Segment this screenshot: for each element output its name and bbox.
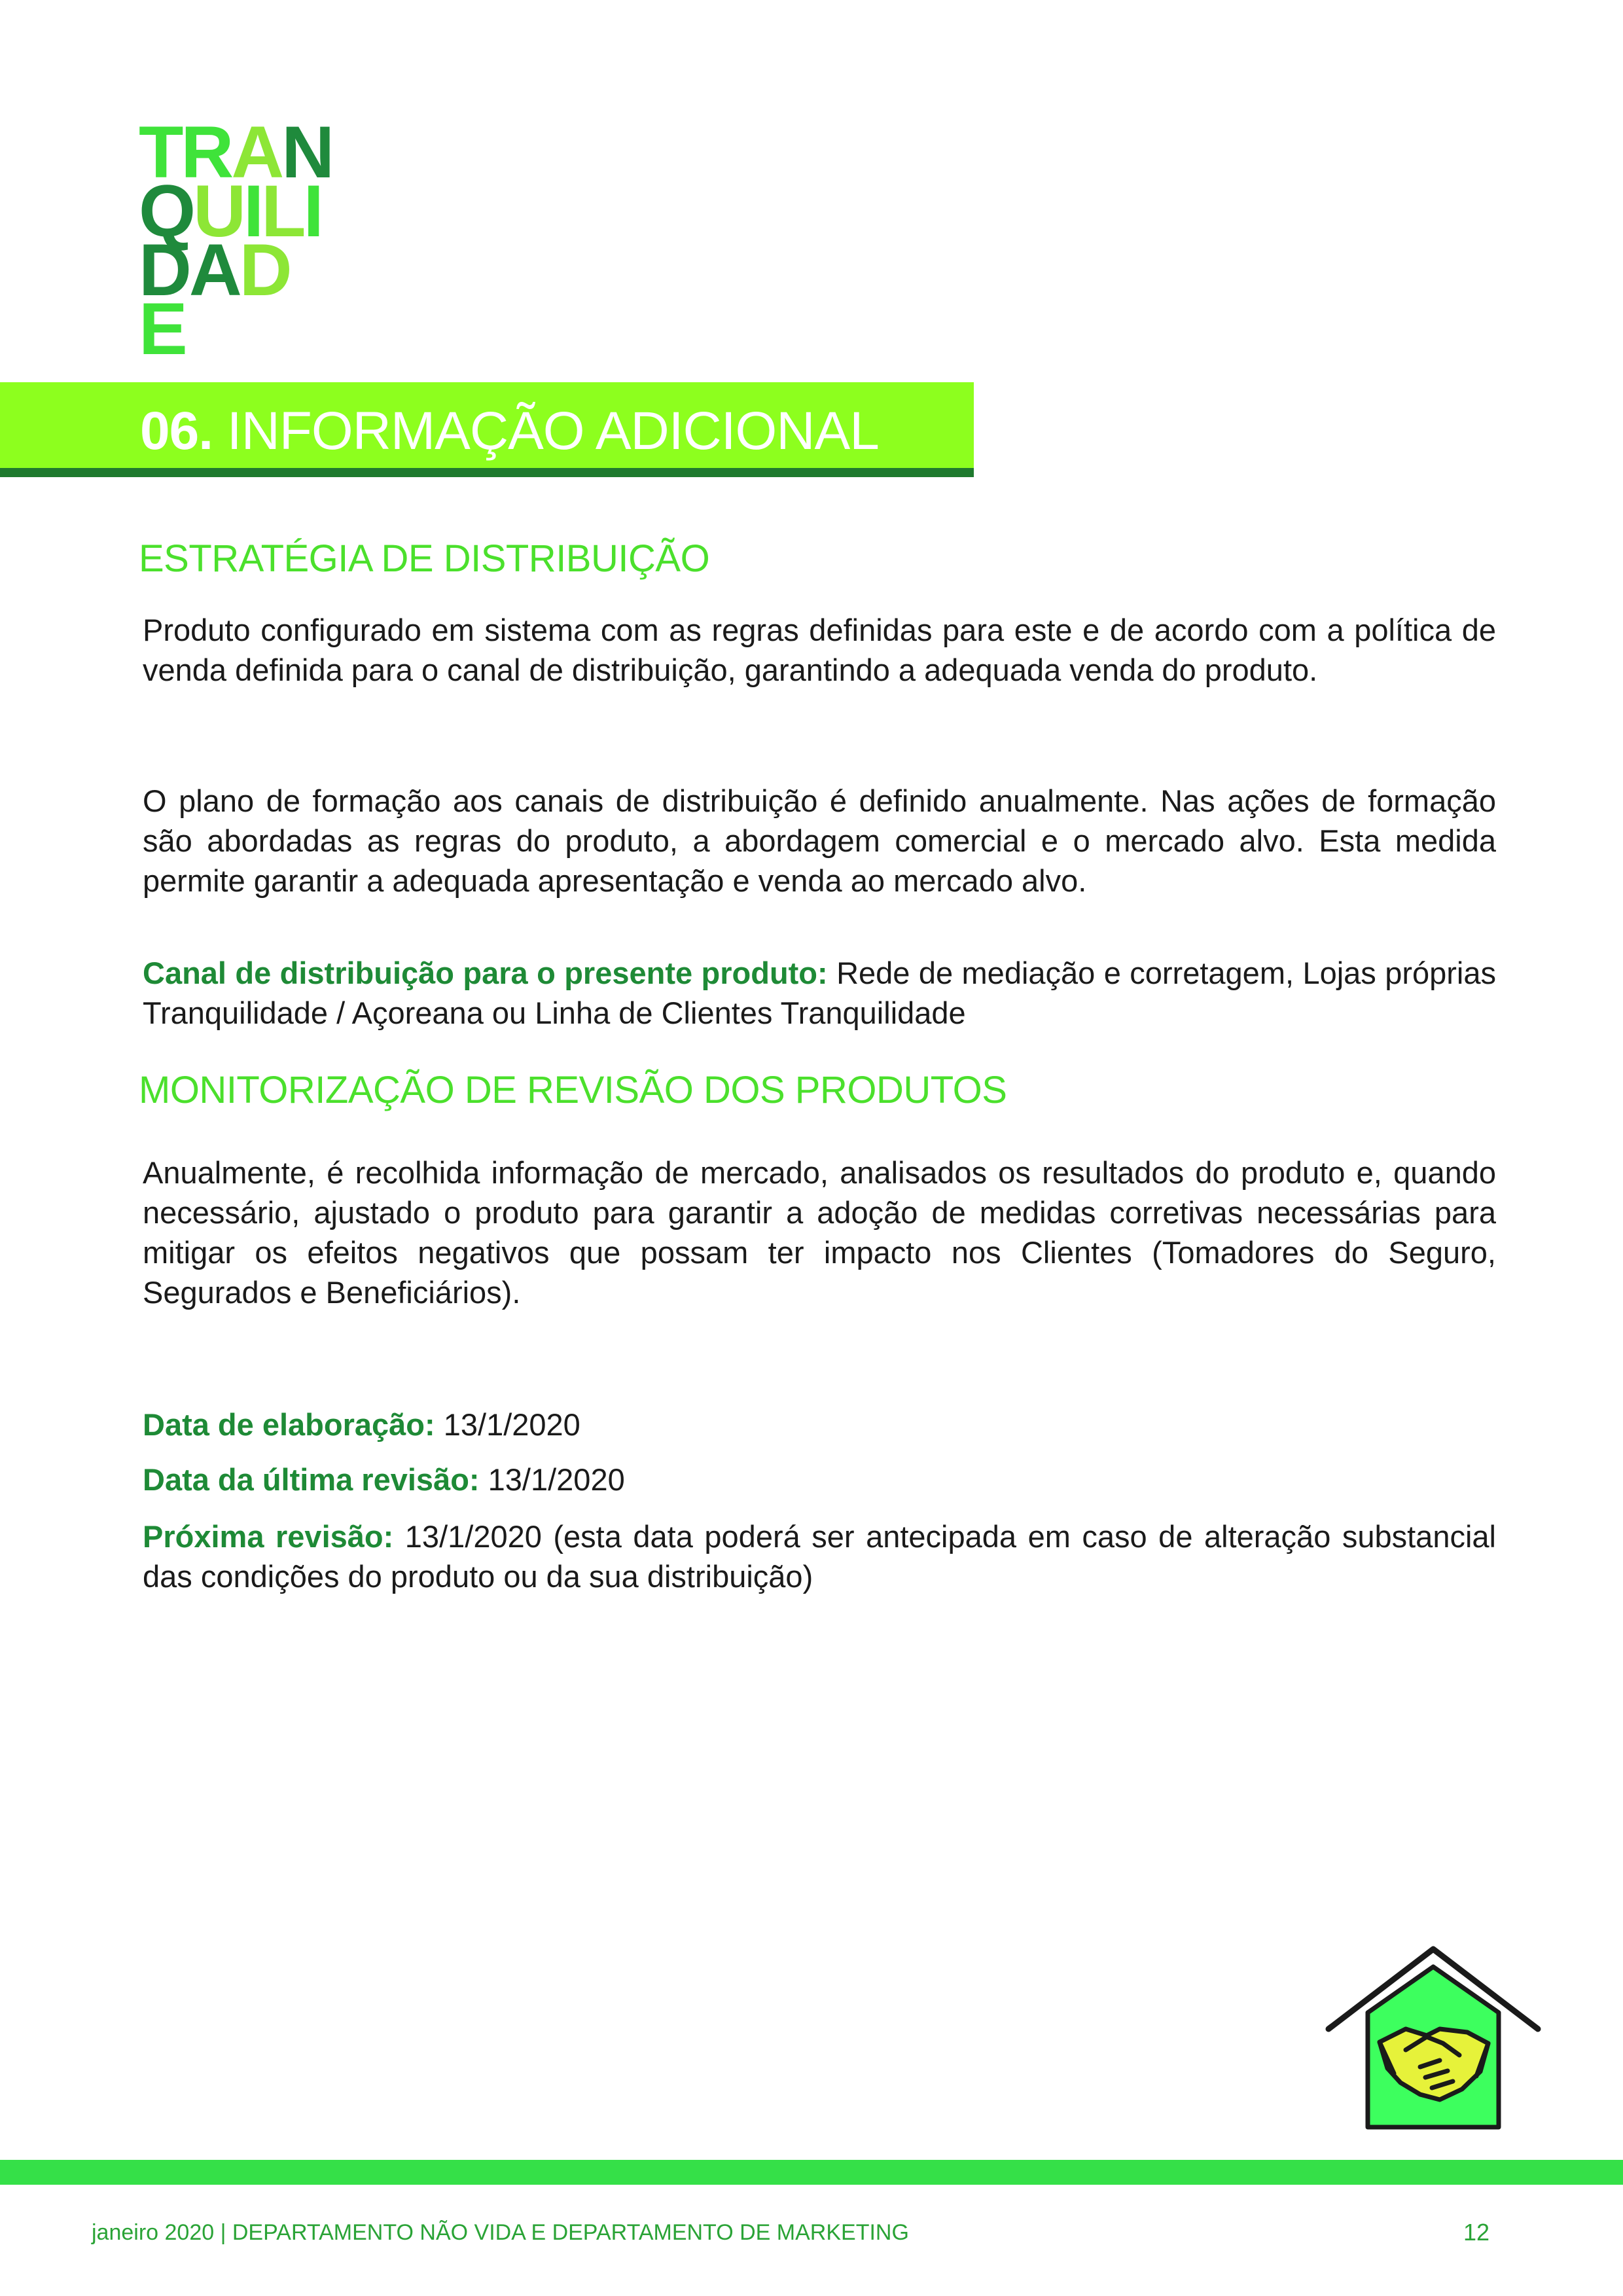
distribution-heading: ESTRATÉGIA DE DISTRIBUIÇÃO (139, 537, 710, 580)
logo-letter: I (303, 170, 321, 252)
elaboration-date (143, 1405, 1496, 1444)
distribution-channel (143, 953, 1496, 1033)
last-revision-value: 13/1/2020 (479, 1462, 625, 1497)
logo-letter: Q (139, 170, 194, 252)
section-title (140, 401, 879, 462)
channel-value: Rede de mediação e corretagem, Lojas próprias Tranquilidade / Açoreana ou Linha de Clientes Tranquilidade (143, 956, 1497, 1030)
logo-letter: T (139, 111, 181, 193)
logo-letter: L (261, 170, 304, 252)
logo-letter: E (139, 288, 185, 370)
logo-letter: D (239, 229, 290, 311)
page-number: 12 (1463, 2219, 1490, 2246)
elaboration-label: Data de elaboração: (143, 1407, 435, 1442)
next-revision-value: 13/1/2020 (esta data poderá ser antecipada em caso de alteração substancial das condições do produto ou da sua distribuição) (143, 1519, 1496, 1594)
house-handshake-icon (1322, 1937, 1544, 2147)
section-banner (0, 382, 974, 477)
monitoring-heading: MONITORIZAÇÃO DE REVISÃO DOS PRODUTOS (139, 1069, 1007, 1111)
logo-letter: N (281, 111, 332, 193)
logo-letter: A (231, 111, 282, 193)
banner-stripe (0, 468, 974, 477)
monitoring-paragraph: Anualmente, é recolhida informação de mercado, analisados os resultados do produto e, quando necessário, ajustado o produto para garantir a adoção de medidas corretivas necessárias para mitigar os efeitos negativos que possam ter impacto nos Clientes (Tomadores do Seguro, Segurados e Beneficiários). (143, 1155, 1496, 1310)
logo-letter: U (193, 170, 244, 252)
last-revision-label: Data da última revisão: (143, 1462, 480, 1497)
channel-label: Canal de distribuição para o presente produto: (143, 956, 828, 990)
distribution-paragraph-1: Produto configurado em sistema com as regras definidas para este e de acordo com a política de venda definida para o canal de distribuição, garantindo a adequada venda do produto. (143, 613, 1496, 687)
last-revision-date (143, 1460, 1496, 1499)
next-revision-date (143, 1516, 1496, 1596)
logo-letter: R (181, 111, 232, 193)
elaboration-value: 13/1/2020 (435, 1407, 580, 1442)
tranquilidade-logo (139, 111, 335, 370)
section-title-text: INFORMAÇÃO ADICIONAL (213, 401, 879, 461)
logo-letter: A (188, 229, 240, 311)
logo-letter: I (243, 170, 262, 252)
logo-letter: D (139, 229, 189, 311)
footer-rule (0, 2160, 1623, 2185)
distribution-paragraph-2: O plano de formação aos canais de distribuição é definido anualmente. Nas ações de formação são abordadas as regras do produto, a abordagem comercial e o mercado alvo. Esta medida permite garantir a adequada apresentação e venda ao mercado alvo. (143, 783, 1496, 898)
footer-text: janeiro 2020 | DEPARTAMENTO NÃO VIDA E DEPARTAMENTO DE MARKETING (92, 2220, 909, 2245)
next-revision-label: Próxima revisão: (143, 1519, 394, 1554)
section-number: 06. (140, 401, 213, 461)
